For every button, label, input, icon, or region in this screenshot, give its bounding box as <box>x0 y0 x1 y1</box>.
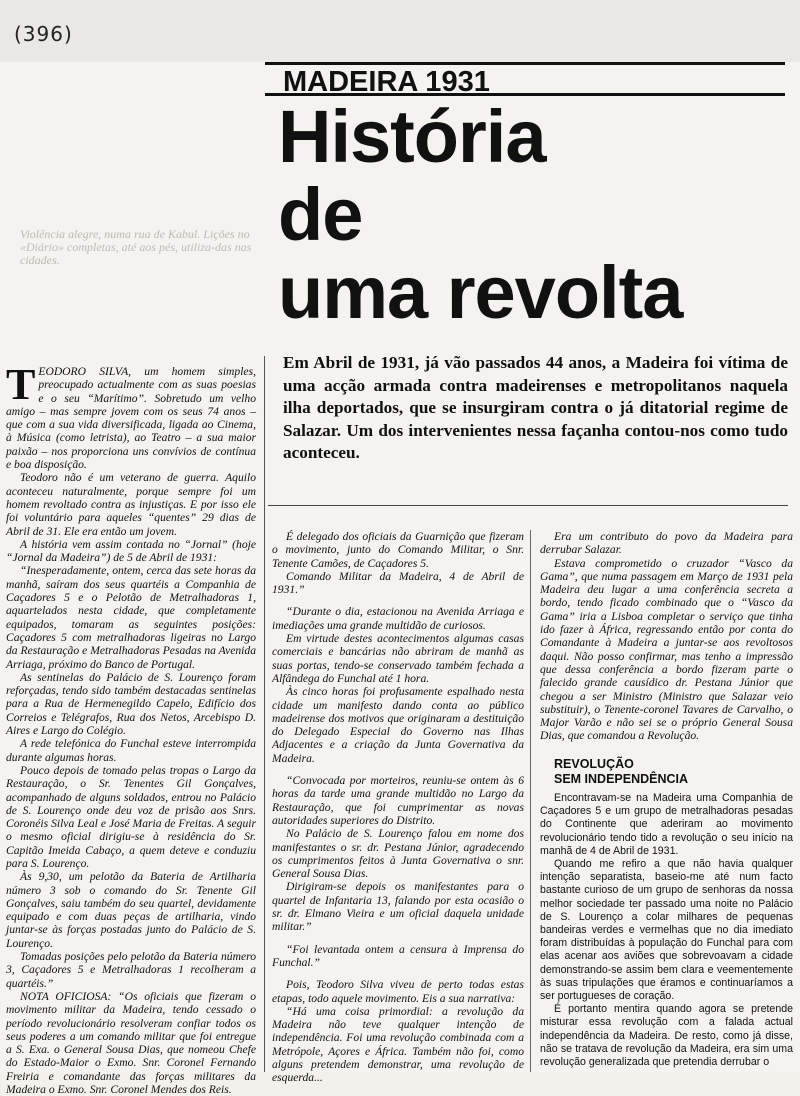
section-kicker: MADEIRA 1931 <box>265 62 785 96</box>
article-column-3-continued <box>540 792 793 1069</box>
headline-line-1: História <box>278 95 546 178</box>
paragraph: Pouco depois de tomado pelas tropas o Largo da Restauração, o Sr. Tenentes Gil Gonçalves, acompanhado de alguns soldados, entrou no Palácio de S. Lourenço onde deu voz de prisão aos Snrs. Coronéis Silva Leal e José Maria de Freitas. A seguir o mesmo oficial dirigiu-se à residência do Sr. Capitão Imeida Cabaço, a quem deteve e conduziu para S. Lourenço. <box>6 763 256 870</box>
paragraph: As sentinelas do Palácio de S. Lourenço foram reforçadas, tendo sido também destacadas sentinelas para a Rua de Hermenegildo Capelo, Edifício dos Correios e Telégrafos, Rua dos Netos, Arcebispo D. Aires e Largo do Colégio. <box>6 670 256 738</box>
article-column-2 <box>272 530 524 1085</box>
paragraph: Encontravam-se na Madeira uma Companhia de Caçadores 5 e um grupo de metralhadoras pesadas do Continente que aderiram ao movimento revolucionário tendo tido a revolução o seu início na manhã de 4 de Abril de 1931. <box>540 792 793 857</box>
page-number: (396) <box>14 22 73 46</box>
subheading-line-1: REVOLUÇÃO <box>554 756 634 771</box>
first-paragraph <box>6 360 256 472</box>
column-divider-left <box>264 356 265 1072</box>
page-header-band <box>0 0 800 62</box>
bleed-through-text: Violência alegre, numa rua de Kabul. Lições no «Diário» completas, até aos pés, utiliza-das nas cidades. <box>20 227 252 267</box>
paragraph: Em virtude destes acontecimentos algumas casas comerciais e bancárias não abriram de manhã as suas portas, tendo-se conservado também fechada a Alfândega do Funchal até 1 hora. <box>272 632 524 685</box>
paragraph: “Convocada por morteiros, reuniu-se ontem às 6 horas da tarde uma grande multidão no Largo da Restauração, que foi cumprimentar as novas autoridades superiores do Distrito. <box>272 774 524 827</box>
paragraph: A rede telefónica do Funchal esteve interrompida durante algumas horas. <box>6 737 256 764</box>
paragraph: Comando Militar da Madeira, 4 de Abril de 1931.” <box>272 569 524 597</box>
paragraph: Dirigiram-se depois os manifestantes para o quartel de Infantaria 13, falando por esta ocasião o sr. dr. Elmano Vieira e um oficial daquela unidade militar.” <box>272 880 524 934</box>
paragraph: Pois, Teodoro Silva viveu de perto todas estas etapas, todo aquele movimento. Eis a sua narrativa: <box>272 978 524 1005</box>
article-column-1 <box>6 360 256 1096</box>
paragraph: É portanto mentira quando agora se pretende misturar essa revolução com a falada actual independência da Madeira. De resto, como já disse, não se tratava de revolução da Madeira, era sim uma revolução generalizada que pretendia derrubar o <box>540 1003 793 1069</box>
lede-paragraph: Em Abril de 1931, já vão passados 44 anos, a Madeira foi vítima de uma acção armada contra madeirenses e metropolitanos naquela ilha deportados, que se insurgiram contra o já ditatorial regime de Salazar. Um dos intervenientes nessa façanha contou-nos como tudo aconteceu. <box>283 353 788 462</box>
paragraph: Estava comprometido o cruzador “Vasco da Gama”, que numa passagem em Março de 1931 pela Madeira deu lugar a uma conferência secreta a bordo, tendo ficado combinado que o “Vasco da Gama” iria a Lisboa completar o serviço que tinha ido fazer à África, regressando então por conta do Comandante à Madeira a juntar-se aos revoltosos daqui. Não posso confirmar, mas tenho a impressão que dessa conferência a bordo fizeram parte o falecido grande causídico dr. Pestana Júnior que chegou a ser Ministro (Ministro que Salazar veio substituir), o Tenente-coronel Tavares de Carvalho, o Major Varão e não sei se o próprio General Sousa Dias, que comandou a Revolução. <box>540 556 793 743</box>
paragraph: Era um contributo do povo da Madeira para derrubar Salazar. <box>540 530 793 557</box>
paragraph: “Há uma coisa primordial: a revolução da Madeira não teve qualquer intenção de independência. Foi uma revolução combinada com a Metrópole, Açores e África. Também não foi, como alguns pretendem demonstrar, uma revolução de esquerda... <box>272 1004 524 1085</box>
paragraph: É delegado dos oficiais da Guarnição que fizeram o movimento, junto do Comando Militar, o Snr. Tenente Camões, de Caçadores 5. <box>272 530 524 570</box>
column-divider-right <box>530 530 531 1072</box>
paragraph: Quando me refiro a que não havia qualquer intenção separatista, baseio-me até num facto bastante curioso de um grupo de senhoras da nossa melhor sociedade ter passado uma noite no Palácio de S. Lourenço a colar milhares de pequenas bandeiras verdes e vermelhas que no dia imediato foram distribuídas à população do Funchal para com elas acenar aos aviões que sobrevoavam a cidade demonstrando-se assim bem clara e veementemente às suas tripulações que éramos e continuaríamos a ser portugueses de coração. <box>540 858 793 1003</box>
paragraph: A história vem assim contada no “Jornal” (hoje “Jornal da Madeira”) de 5 de Abril de 1931: <box>6 537 256 565</box>
drop-cap: T <box>6 360 36 409</box>
paragraph: Às 9,30, um pelotão da Bateria de Artilharia número 3 sob o comando do Sr. Tenente Gil Gonçalves, saiu também do seu quartel, devidamente equipado e com duas peças de artilharia, vindo juntar-se às forças postadas junto do Palácio de S. Lourenço. <box>6 870 256 950</box>
article-column-3 <box>540 530 793 801</box>
paragraph: “Foi levantada ontem a censura à Imprensa do Funchal.” <box>272 942 524 969</box>
paragraph: Às cinco horas foi profusamente espalhado nesta cidade um manifesto dando conta ao público madeirense dos motivos que originaram a destituição do Delegado Especial do Governo nas Ilhas Adjacentes e a criação da Junta Governativa da Madeira. <box>272 685 524 765</box>
headline-line-2: de <box>278 173 363 256</box>
paragraph: Tomadas posições pelo pelotão da Bateria número 3, Caçadores 5 e Metralhadoras 1 recolheram a quartéis.” <box>6 950 256 990</box>
paragraph: NOTA OFICIOSA: “Os oficiais que fizeram o movimento militar da Madeira, tendo cessado o período revolucionário resolveram confiar todos os seus poderes a um comando militar que foi entregue a S. Exa. o General Sousa Dias, que nomeou Chefe do Estado-Maior o Exmo. Snr. Coronel Fernando Freiria e comandante das forças militares da Madeira o Exmo. Snr. Coronel Mendes dos Reis. <box>6 989 256 1096</box>
headline <box>278 95 778 334</box>
paragraph: No Palácio de S. Lourenço falou em nome dos manifestantes o sr. dr. Pestana Júnior, agradecendo os cumprimentos feitos à Junta Governativa o snr. General Sousa Dias. <box>272 827 524 881</box>
paragraph: “Inesperadamente, ontem, cerca das sete horas da manhã, saíram dos seus quartéis a Companhia de Caçadores 5 e o Pelotão de Metralhadoras 1, aquartelados nesta cidade, que completamente equipados, tomaram as seguintes posições: Caçadores 5 com metralhadoras ligeiras no Largo da Restauração e Metralhadoras Pesadas na Avenida Arriaga, próximo do Banco de Portugal. <box>6 564 256 671</box>
lede-divider <box>268 505 788 506</box>
subheading-line-2: SEM INDEPENDÊNCIA <box>554 771 689 786</box>
paragraph-text: EODORO SILVA, um homem simples, preocupado actualmente com as suas poesias e o seu “Marítimo”. Sobretudo um velho amigo – mas sempre jovem com os seus 74 anos – que com a sua vida diversificada, ligada ao Cinema, à Música (como letrista), ao Teatro – a sua maior paixão – nos proporciona uns convívios de contínua e boa disposição. <box>6 365 256 472</box>
paragraph: “Durante o dia, estacionou na Avenida Arriaga e imediações uma grande multidão de curiosos. <box>272 605 524 632</box>
paragraph: Teodoro não é um veterano de guerra. Aquilo aconteceu naturalmente, porque sempre foi um homem revoltado contra as injustiças. E por isso ele foi voluntário para aqueles “quentes” 29 dias de Abril de 31. Ele era então um jovem. <box>6 471 256 538</box>
subheading <box>554 757 793 787</box>
headline-line-3: uma revolta <box>278 251 683 334</box>
